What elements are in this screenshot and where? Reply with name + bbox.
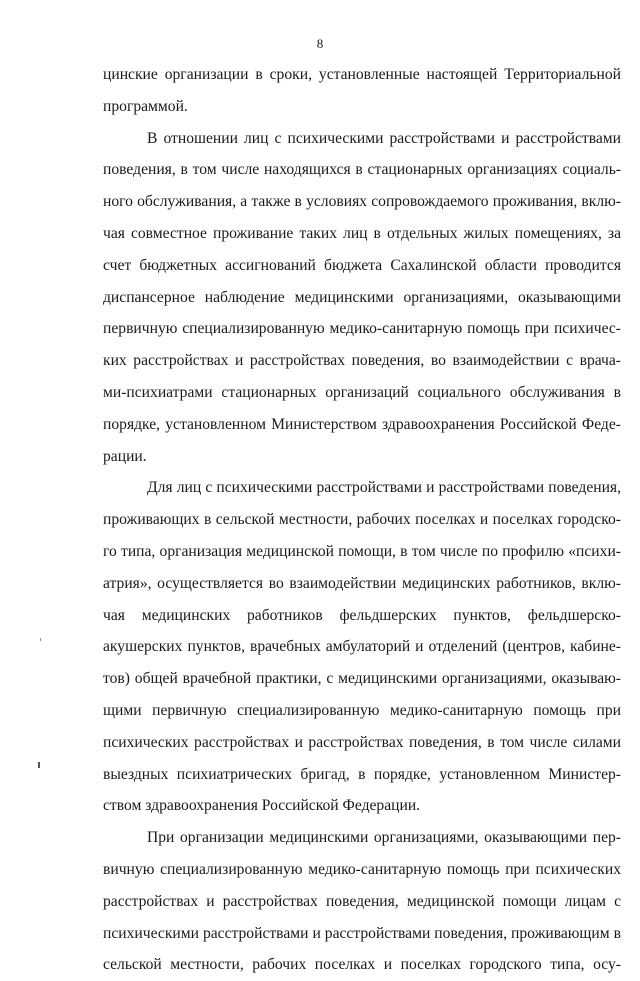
text-line: поведения, в том числе находящихся в стационарных организациях социаль-: [103, 161, 621, 179]
text-line: выездных психиатрических бригад, в порядке, установленном Министер-: [103, 765, 621, 783]
text-line: акушерских пунктов, врачебных амбулаторий и отделений (центров, кабине-: [103, 638, 621, 656]
text-line: психических расстройствах и расстройствах поведения, в том числе силами: [103, 733, 621, 751]
text-line: порядке, установленном Министерством здравоохранения Российской Феде-: [103, 415, 621, 433]
text-line: психическими расстройствами и расстройствами поведения, проживающим в: [103, 924, 621, 942]
text-line: При организации медицинскими организациями, оказывающими пер-: [147, 829, 621, 847]
text-line: рации.: [103, 447, 147, 465]
text-line: расстройствах и расстройствах поведения, медицинской помощи лицам с: [103, 892, 621, 910]
text-line: счет бюджетных ассигнований бюджета Сахалинской области проводится: [103, 256, 621, 274]
text-line: го типа, организация медицинской помощи, в том числе по профилю «психи-: [103, 542, 621, 560]
text-line: чая медицинских работников фельдшерских пунктов, фельдшерско-: [103, 606, 621, 624]
scan-artifact: [40, 638, 41, 641]
text-line: ких расстройствах и расстройствах поведения, во взаимодействии с врача-: [103, 352, 621, 370]
text-line: щими первичную специализированную медико-санитарную помощь при: [103, 701, 621, 719]
text-line: ми-психиатрами стационарных организаций социального обслуживания в: [103, 383, 621, 401]
text-line: тов) общей врачебной практики, с медицинскими организациями, оказываю-: [103, 670, 621, 688]
text-line: В отношении лиц с психическими расстройствами и расстройствами: [147, 129, 621, 147]
text-line: программой.: [103, 97, 188, 115]
text-line: вичную специализированную медико-санитарную помощь при психических: [103, 860, 621, 878]
document-body: [103, 59, 621, 981]
text-line: диспансерное наблюдение медицинскими организациями, оказывающими: [103, 288, 621, 306]
text-line: первичную специализированную медико-санитарную помощь при психичес-: [103, 320, 621, 338]
text-line: проживающих в сельской местности, рабочих поселках и поселках городско-: [103, 511, 621, 529]
text-line: атрия», осуществляется во взаимодействии медицинских работников, вклю-: [103, 574, 621, 592]
text-line: чая совместное проживание таких лиц в отдельных жилых помещениях, за: [103, 224, 621, 242]
text-line: ного обслуживания, а также в условиях сопровождаемого проживания, вклю-: [103, 193, 621, 211]
text-line: ством здравоохранения Российской Федерации.: [103, 797, 421, 815]
scan-artifact: [38, 762, 40, 768]
page-number: 8: [316, 36, 324, 51]
text-line: цинские организации в сроки, установленные настоящей Территориальной: [103, 66, 621, 83]
text-line: Для лиц с психическими расстройствами и расстройствами поведения,: [147, 479, 621, 497]
text-line: сельской местности, рабочих поселках и поселках городского типа, осу-: [103, 956, 621, 974]
